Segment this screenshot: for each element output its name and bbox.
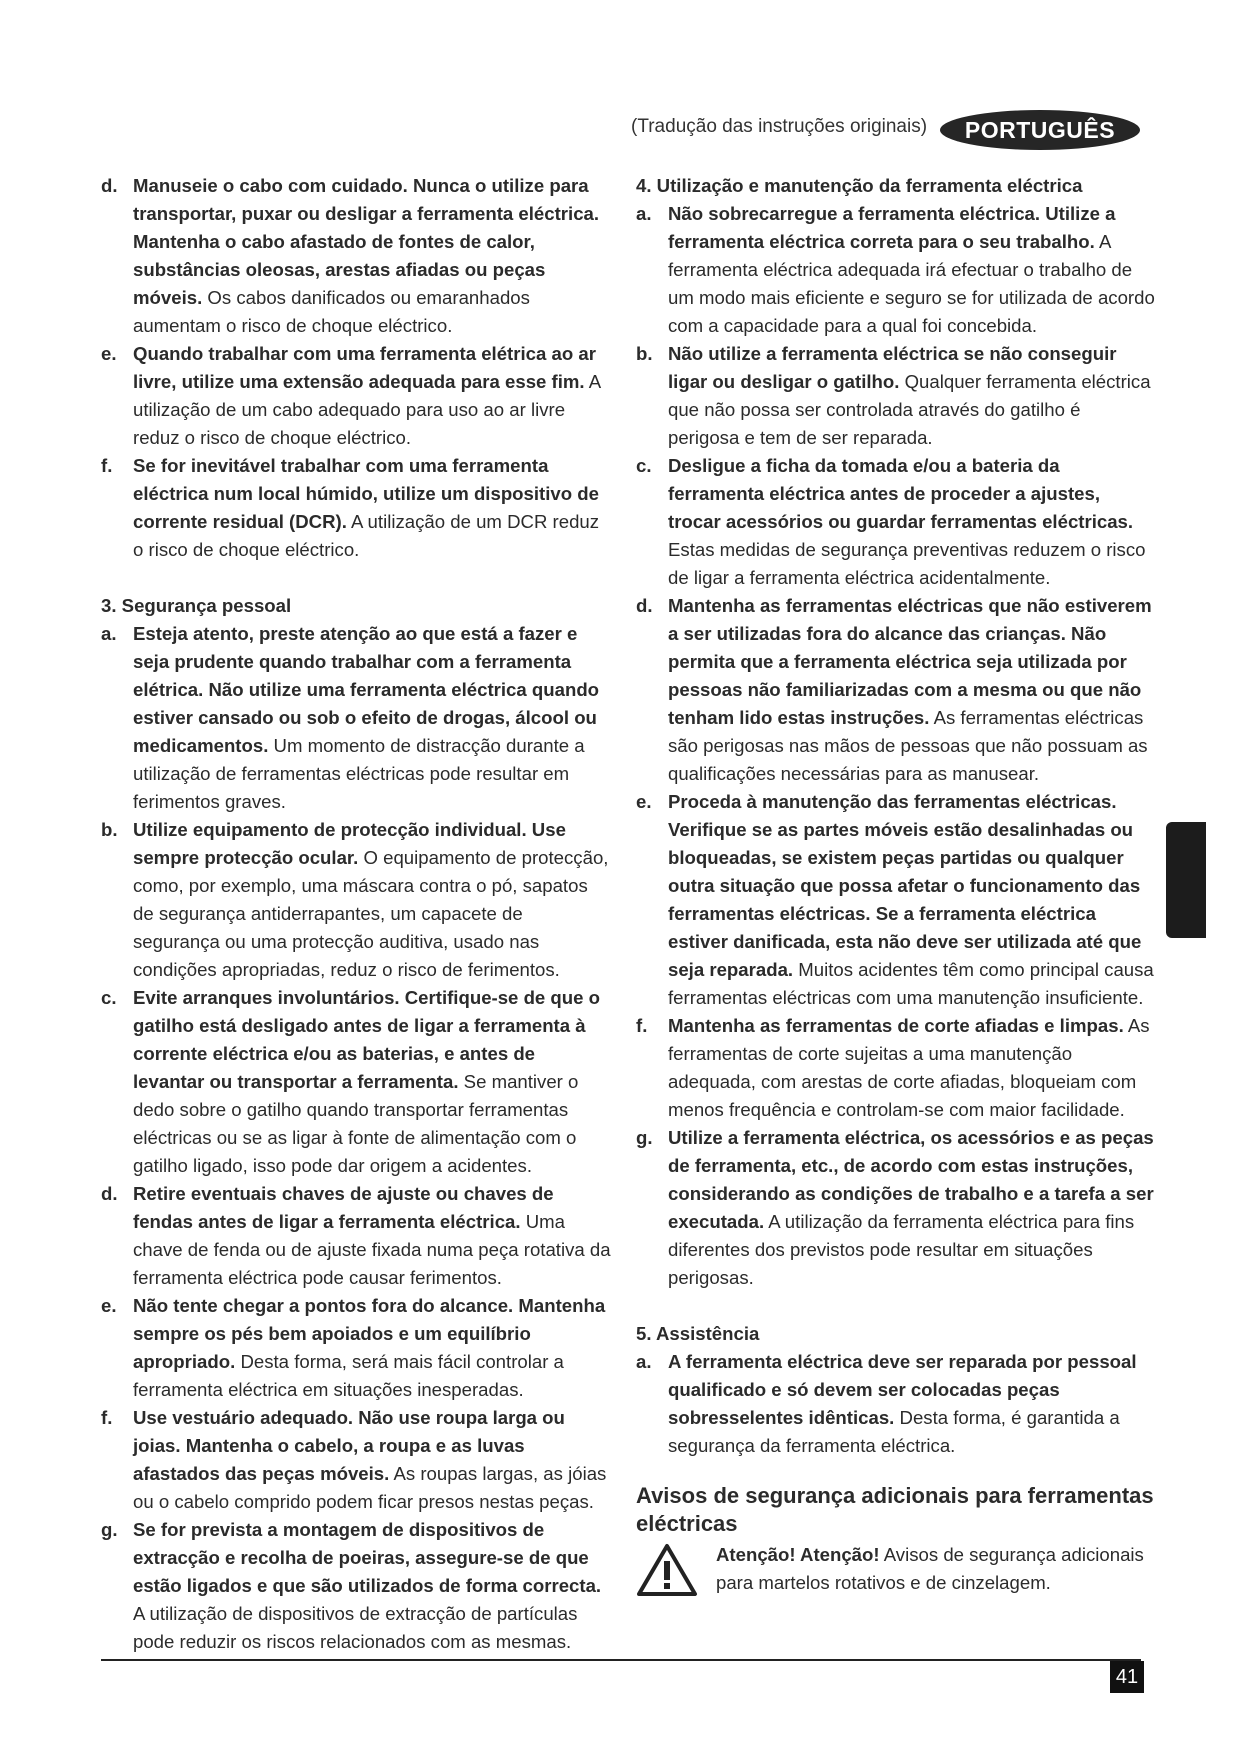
item-text: Um momento de distracção durante a utilização de ferramentas eléctricas pode resultar em ferimentos graves. (133, 735, 585, 812)
right-column (636, 172, 1156, 1597)
section-tab-marker (1166, 822, 1206, 938)
item-bold-text: Não sobrecarregue a ferramenta eléctrica. Utilize a ferramenta eléctrica correta para o seu trabalho. (668, 203, 1116, 252)
list-item (636, 592, 1156, 788)
item-text: Desta forma, será mais fácil controlar a ferramenta eléctrica em situações inesperadas. (133, 1351, 564, 1400)
items-section4 (636, 200, 1156, 1292)
item-bold-text: Não tente chegar a pontos fora do alcance. Mantenha sempre os pés bem apoiados e um equilíbrio apropriado. (133, 1295, 606, 1372)
item-bold-text: Mantenha as ferramentas eléctricas que não estiverem a ser utilizadas fora do alcance das crianças. Não permita que a ferramenta eléctrica seja utilizada por pessoas não familiarizadas com a mesma ou que não tenham lido estas instruções. (668, 595, 1152, 728)
list-item (636, 1012, 1156, 1124)
item-bold-text: A ferramenta eléctrica deve ser reparada por pessoal qualificado e só devem ser colocadas peças sobresselentes idênticas. (668, 1351, 1137, 1428)
item-label: a. (101, 623, 117, 644)
item-text: Os cabos danificados ou emaranhados aumentam o risco de choque eléctrico. (133, 287, 530, 336)
item-text: A utilização de dispositivos de extracção de partículas pode reduzir os riscos relacionados com as mesmas. (133, 1603, 578, 1652)
list-item (101, 1292, 611, 1404)
item-text: Qualquer ferramenta eléctrica que não possa ser controlada através do gatilho é perigosa e tem de ser reparada. (668, 371, 1151, 448)
list-item (101, 1404, 611, 1516)
item-text: Desta forma, é garantida a segurança da ferramenta eléctrica. (668, 1407, 1120, 1456)
spacer (101, 564, 611, 592)
item-label: f. (101, 455, 113, 476)
item-label: e. (636, 791, 652, 812)
item-text: As ferramentas eléctricas são perigosas nas mãos de pessoas que não possuam as qualificações necessárias para as manusear. (668, 707, 1148, 784)
warning-label: Atenção! Atenção! (716, 1544, 880, 1565)
list-item (101, 1180, 611, 1292)
page-number: 41 (1110, 1661, 1144, 1693)
item-bold-text: Utilize equipamento de protecção individual. Use sempre protecção ocular. (133, 819, 566, 868)
additional-safety-heading: Avisos de segurança adicionais para ferramentas eléctricas (636, 1483, 1154, 1536)
item-bold-text: Use vestuário adequado. Não use roupa larga ou joias. Mantenha o cabelo, a roupa e as luvas afastados das peças móveis. (133, 1407, 565, 1484)
list-item (101, 984, 611, 1180)
item-bold-text: Proceda à manutenção das ferramentas eléctricas. Verifique se as partes móveis estão desalinhadas ou bloqueadas, se existem peças partidas ou qualquer outra situação que possa afetar o funcionamento das ferramentas eléctricas. Se a ferramenta eléctrica estiver danificada, esta não deve ser utilizada até que seja reparada. (668, 791, 1142, 980)
item-label: d. (636, 595, 653, 616)
item-text: A utilização de um cabo adequado para uso ao ar livre reduz o risco de choque eléctrico. (133, 371, 601, 448)
list-item (636, 340, 1156, 452)
warning-triangle-icon (636, 1543, 698, 1597)
item-label: d. (101, 1183, 118, 1204)
item-text: Estas medidas de segurança preventivas reduzem o risco de ligar a ferramenta eléctrica acidentalmente. (668, 539, 1146, 588)
section-title: 4. Utilização e manutenção da ferramenta eléctrica (636, 175, 1083, 196)
items-section3 (101, 620, 611, 1656)
items-section5 (636, 1348, 1156, 1460)
item-text: A utilização de um DCR reduz o risco de choque eléctrico. (133, 511, 600, 560)
item-bold-text: Se for prevista a montagem de dispositivos de extracção e recolha de poeiras, assegure-se de que estão ligados e que são utilizados de forma correcta. (133, 1519, 602, 1596)
item-label: b. (636, 343, 653, 364)
warning-block (636, 1541, 1156, 1597)
list-item (101, 172, 611, 340)
language-badge: PORTUGUÊS (940, 110, 1140, 150)
item-label: b. (101, 819, 118, 840)
item-text: A ferramenta eléctrica adequada irá efectuar o trabalho de um modo mais eficiente e seguro se for utilizada de acordo com a capacidade para a qual foi concebida. (668, 231, 1155, 336)
section-title: 5. Assistência (636, 1323, 760, 1344)
item-bold-text: Retire eventuais chaves de ajuste ou chaves de fendas antes de ligar a ferramenta eléctrica. (133, 1183, 554, 1232)
item-text: As roupas largas, as jóias ou o cabelo comprido podem ficar presos nestas peças. (133, 1463, 607, 1512)
item-label: a. (636, 203, 652, 224)
list-item (636, 1348, 1156, 1460)
item-bold-text: Não utilize a ferramenta eléctrica se não conseguir ligar ou desligar o gatilho. (668, 343, 1117, 392)
item-label: a. (636, 1351, 652, 1372)
item-bold-text: Quando trabalhar com uma ferramenta elétrica ao ar livre, utilize uma extensão adequada para esse fim. (133, 343, 596, 392)
item-label: c. (101, 987, 117, 1008)
translation-note: (Tradução das instruções originais) (631, 116, 928, 137)
item-text: Se mantiver o dedo sobre o gatilho quando transportar ferramentas eléctricas ou se as ligar à fonte de alimentação com o gatilho ligado, isso pode dar origem a acidentes. (133, 1071, 579, 1176)
item-text: As ferramentas de corte sujeitas a uma manutenção adequada, com arestas de corte afiadas, bloqueiam com menos frequência e controlam-se com maior facilidade. (668, 1015, 1150, 1120)
item-label: c. (636, 455, 652, 476)
item-label: e. (101, 343, 117, 364)
item-text: Muitos acidentes têm como principal causa ferramentas eléctricas com uma manutenção insuficiente. (668, 959, 1154, 1008)
item-bold-text: Mantenha as ferramentas de corte afiadas e limpas. (668, 1015, 1124, 1036)
item-label: g. (636, 1127, 653, 1148)
list-item (101, 620, 611, 816)
item-label: g. (101, 1519, 118, 1540)
item-text: O equipamento de protecção, como, por exemplo, uma máscara contra o pó, sapatos de segurança antiderrapantes, um capacete de segurança ou uma protecção auditiva, usado nas condições apropriadas, reduz o risco de ferimentos. (133, 847, 609, 980)
list-item (101, 816, 611, 984)
item-bold-text: Se for inevitável trabalhar com uma ferramenta eléctrica num local húmido, utilize um dispositivo de corrente residual (DCR). (133, 455, 599, 532)
list-item (636, 452, 1156, 592)
item-bold-text: Esteja atento, preste atenção ao que está a fazer e seja prudente quando trabalhar com a ferramenta elétrica. Não utilize uma ferramenta eléctrica quando estiver cansado ou sob o efeito de drogas, álcool ou medicamentos. (133, 623, 600, 756)
list-item (636, 788, 1156, 1012)
item-bold-text: Utilize a ferramenta eléctrica, os acessórios e as peças de ferramenta, etc., de acordo com estas instruções, considerando as condições de trabalho e a tarefa a ser executada. (668, 1127, 1154, 1232)
item-text: Uma chave de fenda ou de ajuste fixada numa peça rotativa da ferramenta eléctrica pode causar ferimentos. (133, 1211, 611, 1288)
item-label: d. (101, 175, 118, 196)
item-text: A utilização da ferramenta eléctrica para fins diferentes dos previstos pode resultar em situações perigosas. (668, 1211, 1135, 1288)
warning-text: Avisos de segurança adicionais para martelos rotativos e de cinzelagem. (716, 1544, 1144, 1593)
list-item (101, 340, 611, 452)
items-top (101, 172, 611, 564)
item-label: e. (101, 1295, 117, 1316)
item-bold-text: Desligue a ficha da tomada e/ou a bateria da ferramenta eléctrica antes de proceder a ajustes, trocar acessórios ou guardar ferramentas eléctricas. (668, 455, 1134, 532)
item-bold-text: Evite arranques involuntários. Certifique-se de que o gatilho está desligado antes de ligar a ferramenta à corrente eléctrica e/ou as baterias, e antes de levantar ou transportar a ferramenta. (133, 987, 601, 1092)
spacer (636, 1292, 1156, 1320)
left-column (101, 172, 611, 1656)
footer-divider (101, 1659, 1141, 1661)
item-label: f. (636, 1015, 648, 1036)
list-item (101, 452, 611, 564)
item-label: f. (101, 1407, 113, 1428)
list-item (101, 1516, 611, 1656)
list-item (636, 200, 1156, 340)
item-bold-text: Manuseie o cabo com cuidado. Nunca o utilize para transportar, puxar ou desligar a ferramenta eléctrica. Mantenha o cabo afastado de fontes de calor, substâncias oleosas, arestas afiadas ou peças móveis. (133, 175, 600, 308)
section-title: 3. Segurança pessoal (101, 595, 292, 616)
list-item (636, 1124, 1156, 1292)
